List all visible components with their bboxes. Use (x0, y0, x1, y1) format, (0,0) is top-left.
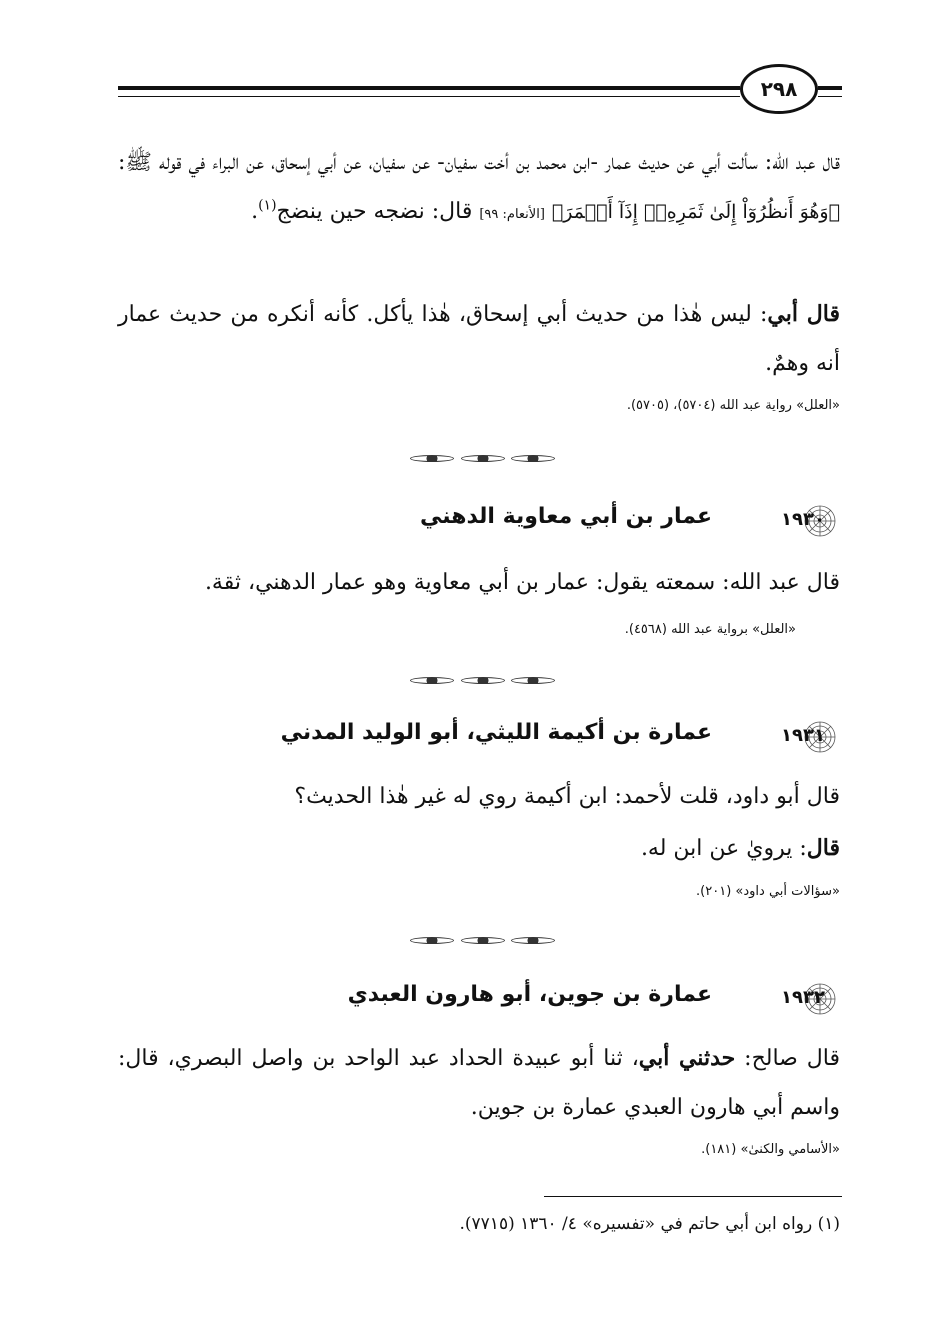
quran-reference: [الأنعام: ٩٩] (479, 207, 545, 222)
entry-source: «العلل» برواية عبد الله (٤٥٦٨). (624, 622, 796, 637)
entry-number-badge (770, 502, 836, 540)
entry-number: ١٩٣٢ (781, 987, 825, 1008)
entry-body (118, 772, 840, 821)
entry-body-text: قال عبد الله: سمعته يقول: عمار بن أبي معاوية وهو عمار الدهني، ثقة. (204, 570, 840, 595)
abi-comment-text: : ليس هٰذا من حديث أبي إسحاق، هٰذا يأكل. كأنه أنكره من حديث عمار أنه وهمٌ. (118, 302, 840, 376)
entry-number-badge (770, 718, 836, 756)
entry-body-bold: حدثني أبي (638, 1045, 736, 1071)
entry-body (118, 558, 840, 607)
intro-text-end: . (251, 199, 259, 224)
header-rule-thin (118, 96, 740, 97)
section-divider (410, 933, 555, 947)
entry-source: «الأسامي والكنىٰ» (١٨١). (701, 1142, 840, 1157)
abi-comment-paragraph (118, 290, 840, 388)
entry-number: ١٩٣٠ (781, 509, 825, 530)
header-rule-right (818, 86, 842, 90)
header-rule-right-thin (818, 96, 842, 97)
entry-body (118, 1034, 840, 1132)
entry-body-text-a: قال صالح: (735, 1046, 840, 1071)
abi-comment-lead: قال أبي (767, 301, 841, 327)
entry-title: عمار بن أبي معاوية الدهني (419, 504, 712, 529)
entry-title: عمارة بن جوين، أبو هارون العبدي (347, 982, 712, 1007)
entry-number-badge (770, 980, 836, 1018)
entry-body-answer (118, 824, 840, 873)
entry-source: «سؤالات أبي داود» (٢٠١). (696, 884, 840, 899)
section-divider (410, 673, 555, 687)
answer-text: : يرويٰ عن ابن له. (640, 836, 807, 861)
intro-text-a: قال عبد الله: سألت أبي عن حديث عمار -ابن محمد بن أخت سفيان- عن سفيان، عن أبي إسحاق، عن البراء في قوله ﷺ: (118, 150, 840, 175)
intro-text-b: قال: نضجه حين ينضج (276, 199, 480, 224)
intro-paragraph (118, 138, 840, 239)
entry-body-text-b: ، ثنا أبو عبيدة الحداد عبد الواحد بن واصل البصري، قال: واسم أبي هارون العبدي عمارة بن جوين. (118, 1046, 840, 1120)
section-divider (410, 451, 555, 465)
footnote-marker: (١) (258, 197, 277, 214)
entry-body-text: قال أبو داود، قلت لأحمد: ابن أكيمة روي له غير هٰذا الحديث؟ (294, 784, 840, 809)
quran-verse: ﴿وَهُوَ أَنظُرُوٓاْ إِلَىٰ ثَمَرِهِۦٓ إِذَآ أَثۡمَرَ﴾ (551, 201, 840, 223)
footnote-rule (544, 1196, 842, 1197)
entry-number: ١٩٣١ (781, 725, 825, 746)
header-rule (118, 86, 740, 90)
answer-lead: قال (806, 835, 840, 861)
page-number: ٢٩٨ (740, 64, 818, 114)
entry-title: عمارة بن أكيمة الليثي، أبو الوليد المدني (280, 720, 712, 745)
intro-source: «العلل» رواية عبد الله (٥٧٠٤)، (٥٧٠٥). (626, 398, 840, 413)
footnote: (١) رواه ابن أبي حاتم في «تفسيره» ٤/ ١٣٦٠ (٧٧١٥). (459, 1214, 840, 1234)
